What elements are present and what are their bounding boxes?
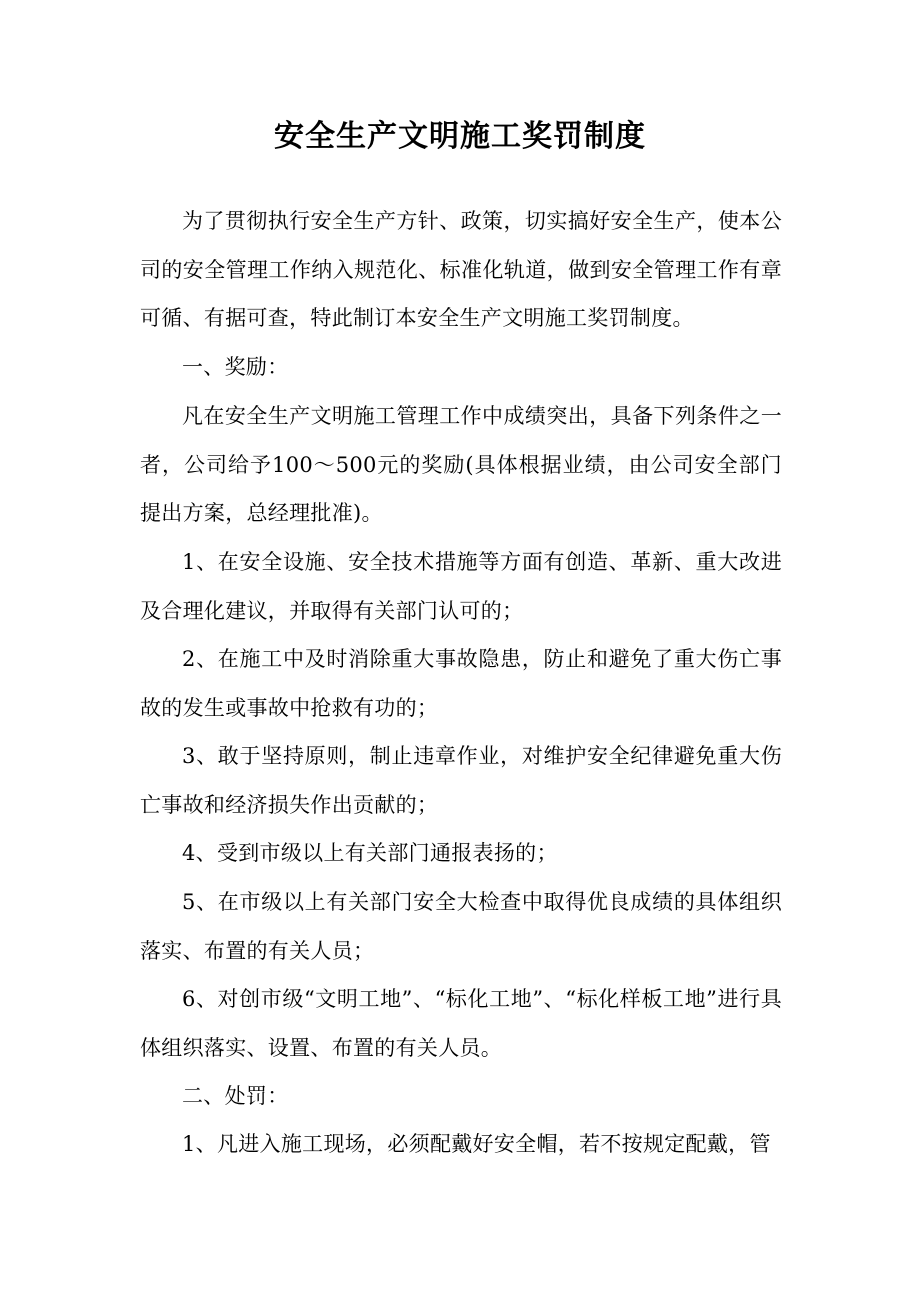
section-reward-heading: 一、奖励： [182,355,289,379]
reward-intro-paragraph: 凡在安全生产文明施工管理工作中成绩突出，具备下列条件之一者，公司给予100～500元的奖励(具体根据业绩，由公司安全部门提出方案，总经理批准)。 [140,404,782,526]
reward-item-6: 6、对创市级“文明工地”、“标化工地”、“标化样板工地”进行具体组织落实、设置、布置的有关人员。 [140,987,782,1060]
reward-item-5: 5、在市级以上有关部门安全大检查中取得优良成绩的具体组织落实、布置的有关人员； [140,890,782,963]
reward-item-2: 2、在施工中及时消除重大事故隐患，防止和避免了重大伤亡事故的发生或事故中抢救有功的； [140,647,782,720]
reward-item-1: 1、在安全设施、安全技术措施等方面有创造、革新、重大改进及合理化建议，并取得有关部门认可的； [140,550,782,623]
document-title: 安全生产文明施工奖罚制度 [274,119,646,154]
section-penalty-heading: 二、处罚： [182,1084,289,1108]
reward-item-3: 3、敢于坚持原则，制止违章作业，对维护安全纪律避免重大伤亡事故和经济损失作出贡献的； [140,744,782,817]
reward-item-4: 4、受到市级以上有关部门通报表扬的； [182,841,558,865]
penalty-item-1: 1、凡进入施工现场，必须配戴好安全帽，若不按规定配戴，管 [182,1132,771,1156]
intro-paragraph: 为了贯彻执行安全生产方针、政策，切实搞好安全生产，使本公司的安全管理工作纳入规范化、标准化轨道，做到安全管理工作有章可循、有据可查，特此制订本安全生产文明施工奖罚制度。 [140,209,782,331]
